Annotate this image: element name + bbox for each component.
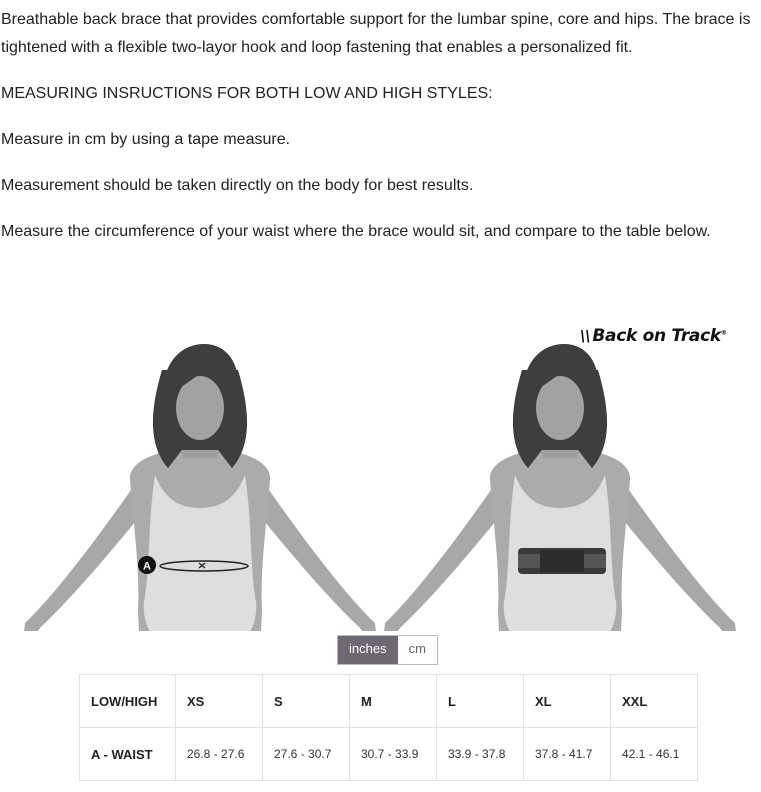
unit-inches-button[interactable]: inches bbox=[338, 636, 398, 664]
table-cell: 30.7 - 33.9 bbox=[350, 728, 437, 781]
table-cell: 42.1 - 46.1 bbox=[611, 728, 698, 781]
table-row bbox=[80, 728, 698, 781]
table-header-cell: S bbox=[263, 675, 350, 728]
brand-logo-text: Back on Track bbox=[592, 326, 721, 346]
table-cell: 37.8 - 41.7 bbox=[524, 728, 611, 781]
instruction-step-2: Measurement should be taken directly on the body for best results. bbox=[1, 177, 474, 194]
table-cell: 26.8 - 27.6 bbox=[176, 728, 263, 781]
brand-logo bbox=[580, 326, 727, 346]
table-header-cell: XL bbox=[524, 675, 611, 728]
registered-mark: ® bbox=[720, 329, 727, 337]
measuring-heading: MEASURING INSRUCTIONS FOR BOTH LOW AND HIGH STYLES: bbox=[1, 85, 493, 102]
table-header-cell: M bbox=[350, 675, 437, 728]
intro-paragraph: Breathable back brace that provides comfortable support for the lumbar spine, core and hips. The brace is tightened with a flexible two-layor hook and loop fastening that enables a personalized fit. bbox=[1, 11, 751, 56]
table-header-cell: XS bbox=[176, 675, 263, 728]
instruction-step-3: Measure the circumference of your waist where the brace would sit, and compare to the table below. bbox=[1, 223, 711, 240]
table-cell: 27.6 - 30.7 bbox=[263, 728, 350, 781]
table-header-cell: XXL bbox=[611, 675, 698, 728]
table-row-label: A - WAIST bbox=[80, 728, 176, 781]
product-description bbox=[1, 6, 759, 264]
table-header-cell: L bbox=[437, 675, 524, 728]
measurement-illustration bbox=[0, 318, 761, 631]
table-cell: 33.9 - 37.8 bbox=[437, 728, 524, 781]
table-header-cell: LOW/HIGH bbox=[80, 675, 176, 728]
brand-mark: \\ bbox=[580, 327, 591, 345]
measurement-marker-label: A bbox=[143, 560, 151, 573]
instruction-step-1: Measure in cm by using a tape measure. bbox=[1, 131, 291, 148]
unit-toggle bbox=[337, 635, 438, 665]
table-header-row bbox=[80, 675, 698, 728]
unit-cm-button[interactable]: cm bbox=[398, 636, 437, 664]
size-table bbox=[79, 674, 698, 781]
